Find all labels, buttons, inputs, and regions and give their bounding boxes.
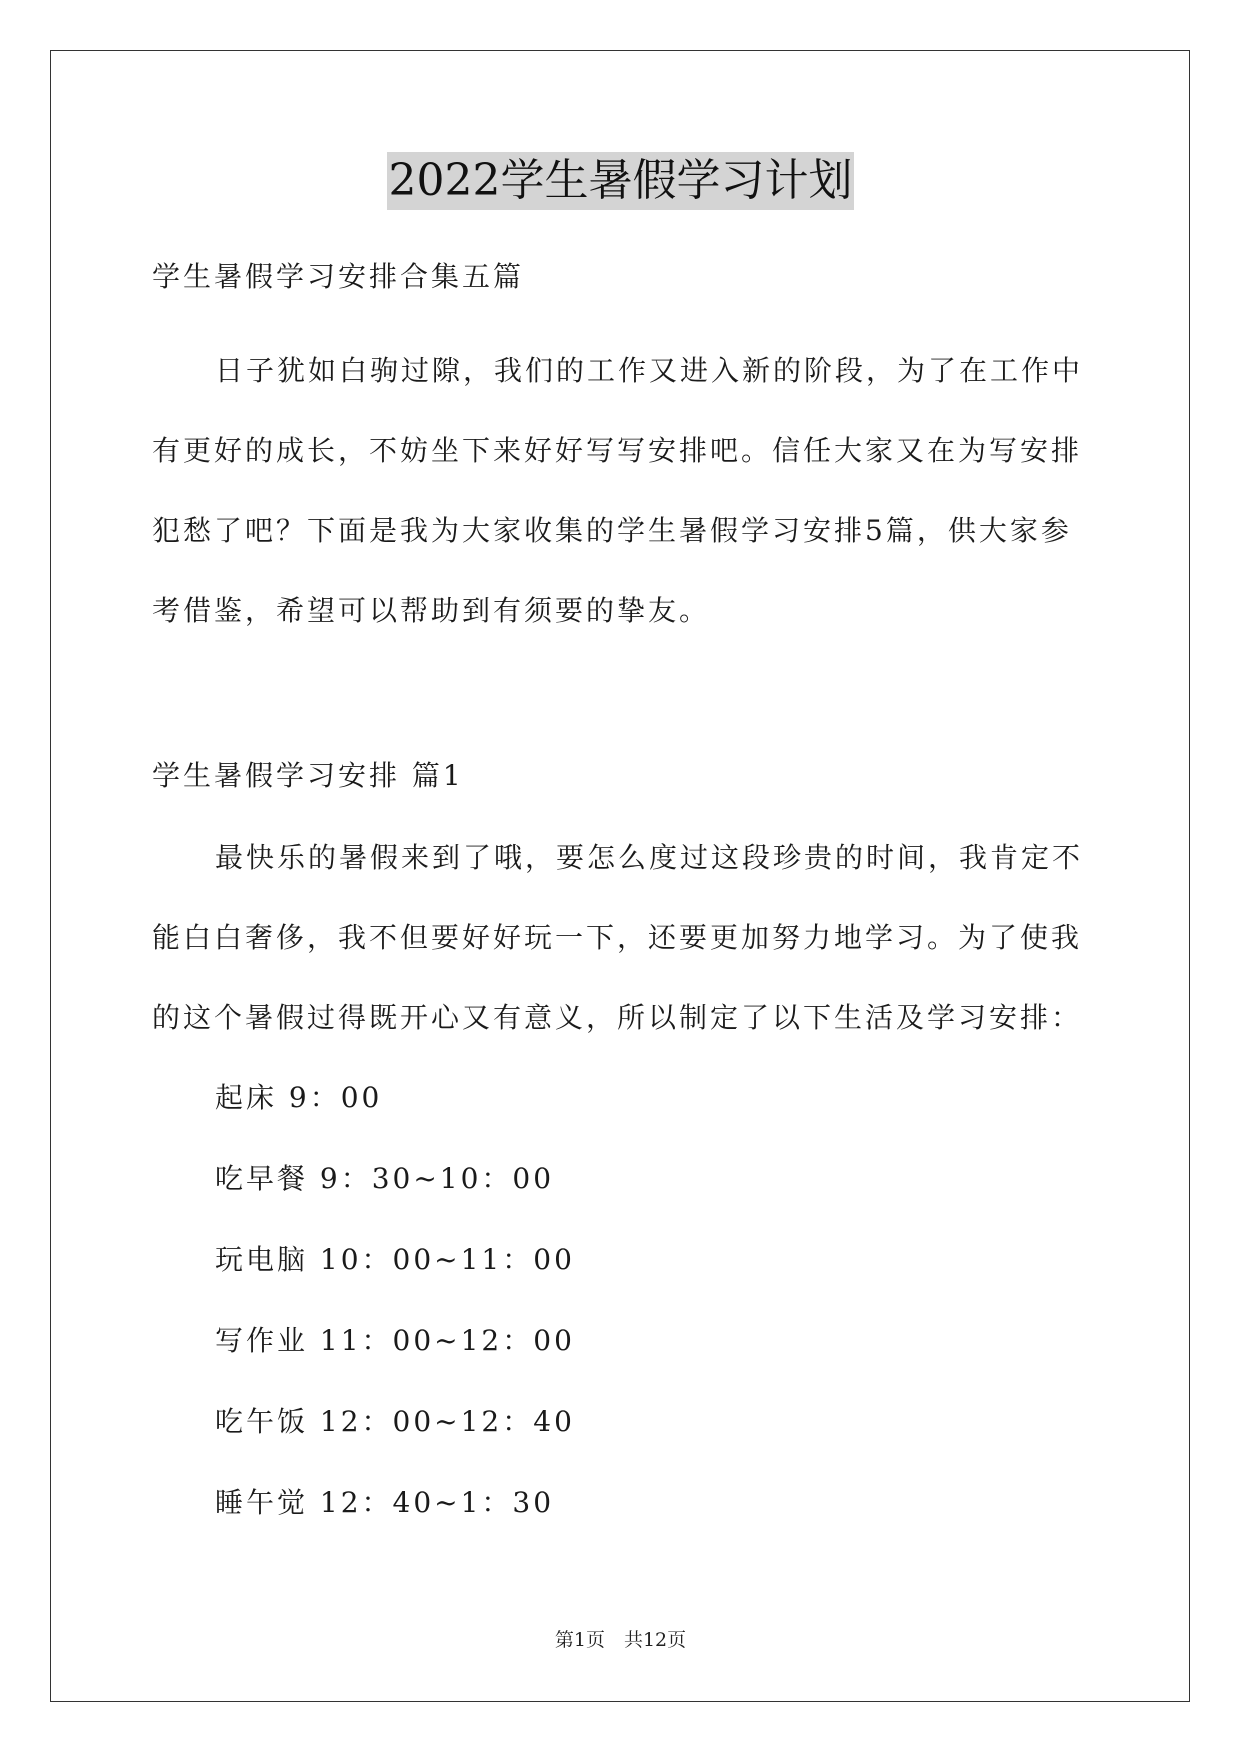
intro-line-1: 日子犹如白驹过隙，我们的工作又进入新的阶段，为了在工作中 — [215, 354, 1084, 387]
document-subtitle: 学生暑假学习安排合集五篇 — [152, 260, 525, 293]
section-line-2: 能白白奢侈，我不但要好好玩一下，还要更加努力地学习。为了使我 — [152, 921, 1083, 954]
schedule-item: 睡午觉 12：40~1：30 — [215, 1486, 555, 1519]
section-line-1: 最快乐的暑假来到了哦，要怎么度过这段珍贵的时间，我肯定不 — [215, 841, 1084, 874]
page-footer: 第1页 共12页 — [554, 1629, 687, 1651]
schedule-item: 吃早餐 9：30~10：00 — [215, 1162, 555, 1195]
section-line-3: 的这个暑假过得既开心又有意义，所以制定了以下生活及学习安排： — [152, 1001, 1083, 1034]
schedule-item: 起床 9：00 — [215, 1081, 383, 1114]
schedule-item: 吃午饭 12：00~12：40 — [215, 1405, 575, 1438]
intro-line-2: 有更好的成长，不妨坐下来好好写写安排吧。信任大家又在为写安排 — [152, 434, 1083, 467]
page-border — [50, 50, 1190, 1702]
section-heading: 学生暑假学习安排 篇1 — [152, 759, 464, 792]
intro-line-4: 考借鉴，希望可以帮助到有须要的挚友。 — [152, 594, 711, 627]
schedule-item: 玩电脑 10：00~11：00 — [215, 1243, 575, 1276]
document-title: 2022学生暑假学习计划 — [387, 152, 855, 210]
schedule-item: 写作业 11：00~12：00 — [215, 1324, 575, 1357]
intro-line-3: 犯愁了吧？下面是我为大家收集的学生暑假学习安排5篇，供大家参 — [152, 514, 1072, 547]
title-container — [0, 152, 1241, 210]
